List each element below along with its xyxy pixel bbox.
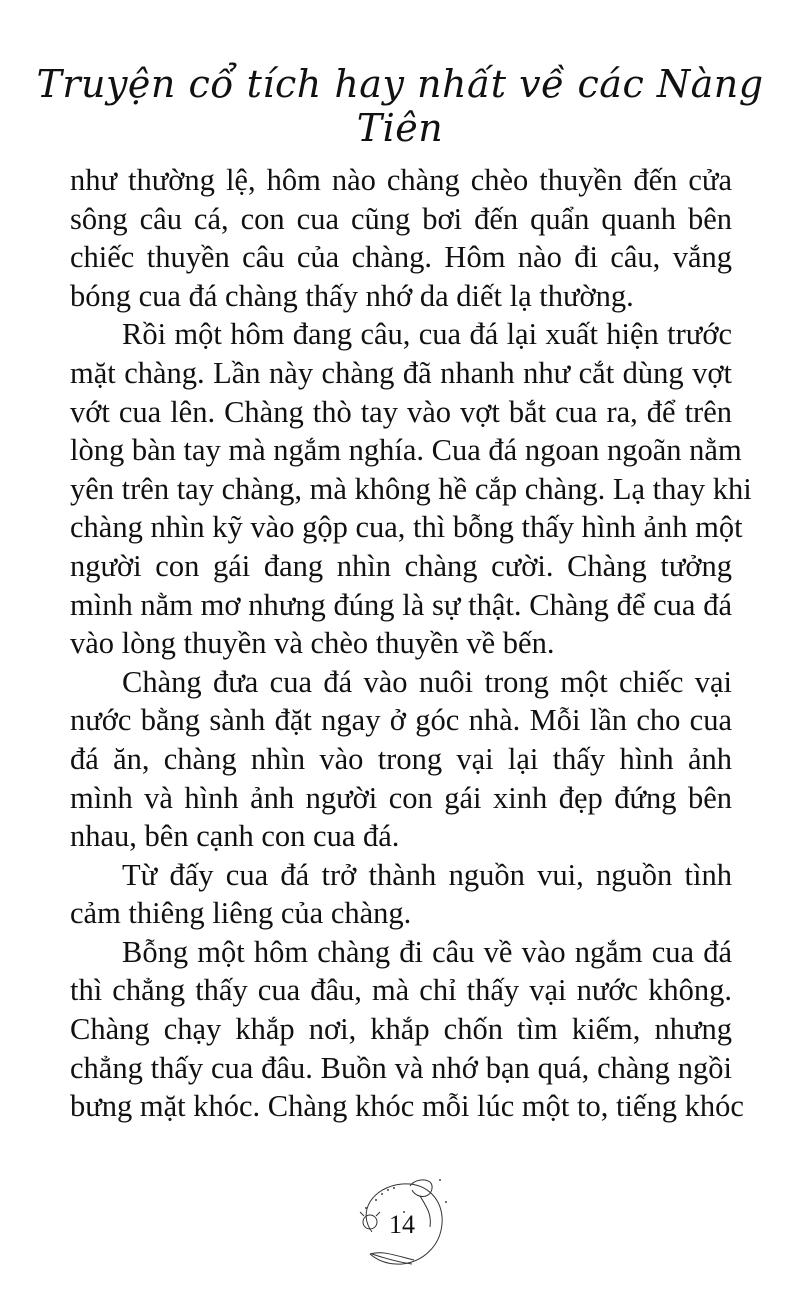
- text-line: mặt chàng. Lần này chàng đã nhanh như cắt dùng vợt: [70, 355, 732, 390]
- text-line: cảm thiêng liêng của chàng.: [70, 896, 412, 931]
- text-line: thì chẳng thấy cua đâu, mà chỉ thấy vại nước không.: [70, 973, 732, 1008]
- text-line: Từ đấy cua đá trở thành nguồn vui, nguồn tình: [122, 857, 732, 892]
- text-line: chiếc thuyền câu của chàng. Hôm nào đi câu, vắng: [70, 240, 732, 275]
- text-line: sông câu cá, con cua cũng bơi đến quẩn quanh bên: [70, 201, 732, 236]
- paragraph: [70, 161, 732, 315]
- text-line: bưng mặt khóc. Chàng khóc mỗi lúc một to, tiếng khóc: [70, 1089, 744, 1124]
- paragraph: [70, 315, 752, 662]
- text-line: mình và hình ảnh người con gái xinh đẹp đứng bên: [70, 780, 732, 815]
- text-line: mình nằm mơ nhưng đúng là sự thật. Chàng để cua đá: [70, 587, 732, 622]
- text-line: Chàng chạy khắp nơi, khắp chốn tìm kiếm, nhưng: [70, 1012, 732, 1047]
- text-line: Rồi một hôm đang câu, cua đá lại xuất hiện trước: [122, 317, 732, 352]
- text-line: lòng bàn tay mà ngắm nghía. Cua đá ngoan ngoãn nằm: [70, 433, 742, 468]
- page-footer: [342, 1172, 462, 1272]
- text-line: Bỗng một hôm chàng đi câu về vào ngắm cua đá: [122, 934, 732, 969]
- paragraph: [70, 663, 732, 856]
- text-line: nhau, bên cạnh con cua đá.: [70, 819, 400, 854]
- running-header-title: Truyện cổ tích hay nhất về các Nàng Tiên: [36, 62, 764, 150]
- text-line: người con gái đang nhìn chàng cười. Chàng tưởng: [70, 548, 732, 583]
- page-body: [70, 161, 752, 1126]
- paragraph: [70, 933, 744, 1126]
- text-line: nước bằng sành đặt ngay ở góc nhà. Mỗi lần cho cua: [70, 703, 732, 738]
- text-line: bóng cua đá chàng thấy nhớ da diết lạ thường.: [70, 278, 634, 313]
- text-line: chẳng thấy cua đâu. Buồn và nhớ bạn quá, chàng ngồi: [70, 1050, 732, 1085]
- text-line: chàng nhìn kỹ vào gộp cua, thì bỗng thấy hình ảnh một: [70, 510, 743, 545]
- paragraph: [70, 856, 732, 933]
- text-line: đá ăn, chàng nhìn vào trong vại lại thấy hình ảnh: [70, 741, 732, 776]
- page-number: 14: [389, 1210, 415, 1239]
- text-line: như thường lệ, hôm nào chàng chèo thuyền đến cửa: [70, 163, 732, 197]
- text-line: vớt cua lên. Chàng thò tay vào vợt bắt cua ra, để trên: [70, 394, 732, 429]
- text-line: Chàng đưa cua đá vào nuôi trong một chiếc vại: [122, 664, 732, 699]
- text-line: yên trên tay chàng, mà không hề cắp chàng. Lạ thay khi: [70, 471, 752, 506]
- text-line: vào lòng thuyền và chèo thuyền về bến.: [70, 626, 555, 661]
